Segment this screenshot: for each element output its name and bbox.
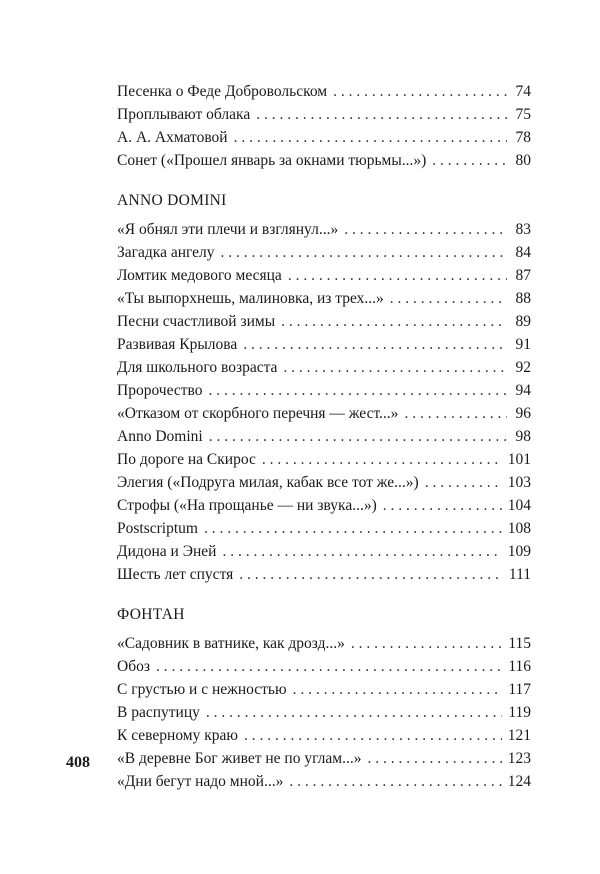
entry-title: Ломтик медового месяца (117, 267, 282, 284)
toc-entry (117, 402, 531, 425)
entry-page-number: 119 (508, 704, 531, 721)
toc-entry (117, 678, 531, 701)
entry-title: Сонет («Прошел январь за окнами тюрьмы...») (117, 152, 427, 169)
entry-page-number: 83 (515, 221, 531, 238)
entry-page-number: 87 (515, 267, 531, 284)
dot-leader (209, 425, 507, 448)
entry-page-number: 74 (515, 83, 531, 100)
toc-section (117, 80, 531, 172)
toc-entry (117, 264, 531, 287)
toc-entry (117, 632, 531, 655)
page-number: 408 (66, 754, 90, 771)
dot-leader (333, 80, 507, 103)
dot-leader (351, 632, 502, 655)
entry-page-number: 92 (515, 359, 531, 376)
dot-leader (283, 356, 507, 379)
toc-entry (117, 333, 531, 356)
entry-page-number: 115 (508, 635, 531, 652)
entry-title: Обоз (117, 658, 150, 675)
toc-entry (117, 80, 531, 103)
entry-title: Песенка о Феде Добровольском (117, 83, 328, 100)
entry-title: К северному краю (117, 727, 238, 744)
toc-entry (117, 218, 531, 241)
entry-title: Пророчество (117, 382, 203, 399)
toc-entry (117, 241, 531, 264)
toc-entry (117, 494, 531, 517)
toc-entry (117, 563, 531, 586)
dot-leader (206, 701, 502, 724)
dot-leader (288, 264, 507, 287)
entry-title: «Я обнял эти плечи и взглянул...» (117, 221, 339, 238)
entry-page-number: 101 (507, 451, 531, 468)
entry-title: «Отказом от скорбного перечня — жест...» (117, 405, 399, 422)
entry-title: Дидона и Эней (117, 543, 217, 560)
toc-entry (117, 103, 531, 126)
entry-page-number: 117 (508, 681, 531, 698)
dot-leader (234, 126, 507, 149)
dot-leader (208, 379, 507, 402)
dot-leader (390, 287, 507, 310)
entry-title: Загадка ангелу (117, 244, 215, 261)
section-title: ANNO DOMINI (117, 192, 227, 209)
toc-section (117, 603, 531, 793)
dot-leader (239, 563, 503, 586)
entry-page-number: 111 (508, 566, 531, 583)
dot-leader (281, 310, 507, 333)
toc-entry (117, 701, 531, 724)
entry-page-number: 80 (515, 152, 531, 169)
entry-page-number: 91 (515, 336, 531, 353)
toc-entry (117, 724, 531, 747)
entry-page-number: 121 (507, 727, 531, 744)
table-of-contents (117, 80, 531, 810)
entry-title: С грустью и с нежностью (117, 681, 287, 698)
toc-entry (117, 448, 531, 471)
dot-leader (289, 770, 501, 793)
dot-leader (244, 724, 502, 747)
entry-page-number: 88 (515, 290, 531, 307)
entry-page-number: 78 (515, 129, 531, 146)
toc-section (117, 189, 531, 586)
entry-title: Шесть лет спустя (117, 566, 234, 583)
dot-leader (367, 747, 501, 770)
entry-title: По дороге на Скирос (117, 451, 256, 468)
dot-leader (156, 655, 502, 678)
entry-title: «В деревне Бог живет не по углам...» (117, 750, 362, 767)
toc-entry (117, 471, 531, 494)
dot-leader (222, 540, 501, 563)
dot-leader (432, 149, 507, 172)
entry-title: Песни счастливой зимы (117, 313, 276, 330)
toc-entry (117, 310, 531, 333)
dot-leader (262, 448, 502, 471)
entry-title: Строфы («На прощанье — ни звука...») (117, 497, 377, 514)
entry-page-number: 104 (507, 497, 531, 514)
section-title: ФОНТАН (117, 606, 185, 623)
toc-entry (117, 770, 531, 793)
entry-title: Проплывают облака (117, 106, 251, 123)
entry-page-number: 98 (515, 428, 531, 445)
entry-page-number: 124 (507, 773, 531, 790)
toc-entry (117, 517, 531, 540)
entry-page-number: 103 (507, 474, 531, 491)
entry-page-number: 108 (507, 520, 531, 537)
toc-entry (117, 540, 531, 563)
dot-leader (293, 678, 503, 701)
entry-title: Элегия («Подруга милая, кабак все тот же...») (117, 474, 419, 491)
entry-page-number: 116 (508, 658, 531, 675)
dot-leader (256, 103, 507, 126)
toc-entry (117, 655, 531, 678)
dot-leader (204, 517, 502, 540)
entry-title: Развивая Крылова (117, 336, 238, 353)
entry-title: А. А. Ахматовой (117, 129, 228, 146)
toc-entry (117, 126, 531, 149)
entry-title: «Садовник в ватнике, как дрозд...» (117, 635, 345, 652)
entry-title: «Дни бегут надо мной...» (117, 773, 284, 790)
toc-entry (117, 425, 531, 448)
entry-page-number: 123 (507, 750, 531, 767)
entry-title: Для школьного возраста (117, 359, 278, 376)
entry-title: «Ты выпорхнешь, малиновка, из трех...» (117, 290, 384, 307)
toc-entry (117, 379, 531, 402)
entry-title: В распутицу (117, 704, 200, 721)
dot-leader (425, 471, 502, 494)
entry-page-number: 109 (507, 543, 531, 560)
entry-page-number: 89 (515, 313, 531, 330)
toc-entry (117, 287, 531, 310)
toc-entry (117, 356, 531, 379)
toc-entry (117, 747, 531, 770)
entry-page-number: 96 (515, 405, 531, 422)
entry-page-number: 75 (515, 106, 531, 123)
entry-page-number: 94 (515, 382, 531, 399)
toc-entry (117, 149, 531, 172)
entry-title: Anno Domini (117, 428, 203, 445)
entry-title: Postscriptum (117, 520, 198, 537)
entry-page-number: 84 (515, 244, 531, 261)
dot-leader (404, 402, 507, 425)
dot-leader (243, 333, 507, 356)
dot-leader (221, 241, 507, 264)
dot-leader (383, 494, 502, 517)
dot-leader (344, 218, 507, 241)
